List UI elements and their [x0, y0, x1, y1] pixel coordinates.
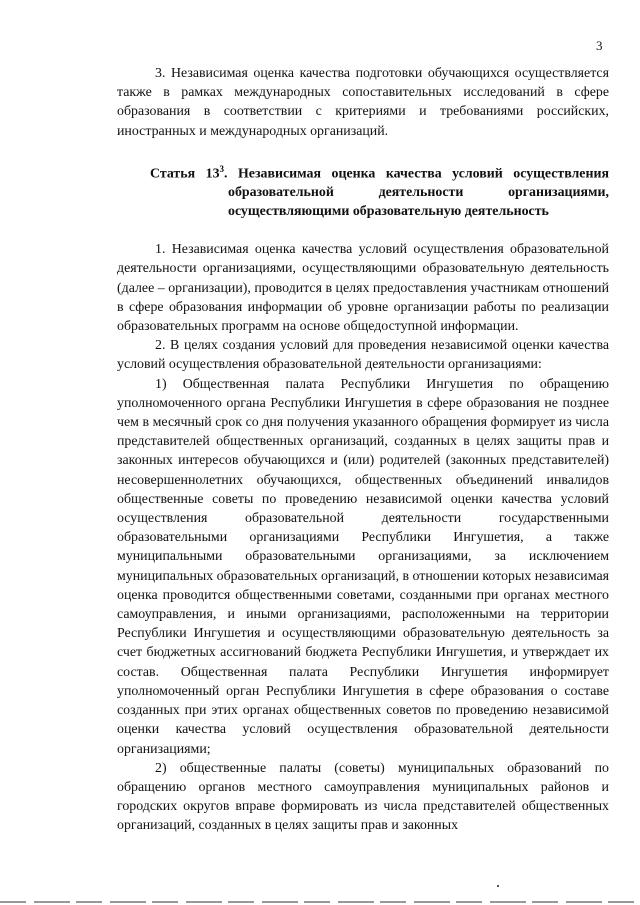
page-number: 3 [596, 38, 603, 53]
article-heading [117, 160, 609, 221]
item-1: 1. Независимая оценка качества условий осуществления образовательной деятельности организациями, осуществляющими образовательную деятельность (далее – организации), проводится в целях предоставления участникам отношений в сфере образования информации об уровне организации работы по реализации образовательных программ на основе общедоступной информации. [117, 242, 609, 335]
subitem-2: 2) общественные палаты (советы) муниципальных образований по обращению органов местного самоуправления муниципальных районов и городских округов вправе формировать из числа представителей общественных организаций, созданных в целях защиты прав и законных [117, 760, 609, 834]
article-title-sup: 3 [219, 163, 225, 174]
scan-bottom-edge [0, 901, 640, 903]
article-title-rest: . Независимая оценка качества условий осуществления [224, 166, 609, 182]
subitem-1: 1) Общественная палата Республики Ингушетия по обращению уполномоченного органа Республики Ингушетия в сфере образования не позднее чем в месячный срок со дня получения указанного обращения формирует из числа представителей общественных организаций, созданных в целях защиты прав и законных интересов обучающихся и (или) родителей (законных представителей) несовершеннолетних обучающихся, общественных объединений инвалидов общественные советы по проведению независимой оценки качества условий осуществления образовательной деятельности государственными образовательными организациями Республики Ингушетия, а также муниципальными образовательными организациями, за исключением муниципальных образовательных организаций, в отношении которых независимая оценка проводится общественными советами, созданными при органах местного самоуправления, и иными организациями, расположенными на территории Республики Ингушетия и осуществляющими образовательную деятельность за счет бюджетных ассигнований бюджета Республики Ингушетия, и утверждает их состав. Общественная палата Республики Ингушетия информирует уполномоченный орган Республики Ингушетия в сфере образования о составе созданных при этих органах общественных советов по проведению независимой оценки качества условий осуществления образовательной деятельности организациями; [117, 376, 609, 757]
item-2: 2. В целях создания условий для проведения независимой оценки качества условий осуществления образовательной деятельности организациями: [117, 338, 609, 373]
article-title-prefix: Статья 13 [150, 166, 220, 182]
article-title-line1 [150, 160, 609, 184]
article-title-line3: осуществляющими образовательную деятельность [228, 203, 549, 219]
scan-speck [497, 885, 499, 887]
document-body [117, 64, 609, 836]
article-title-line2: образовательной деятельности организациями, [228, 185, 609, 201]
paragraph-3: 3. Независимая оценка качества подготовки обучающихся осуществляется также в рамках международных сопоставительных исследований в сфере образования в соответствии с критериями и требованиями российских, иностранных и международных организаций. [117, 66, 609, 139]
